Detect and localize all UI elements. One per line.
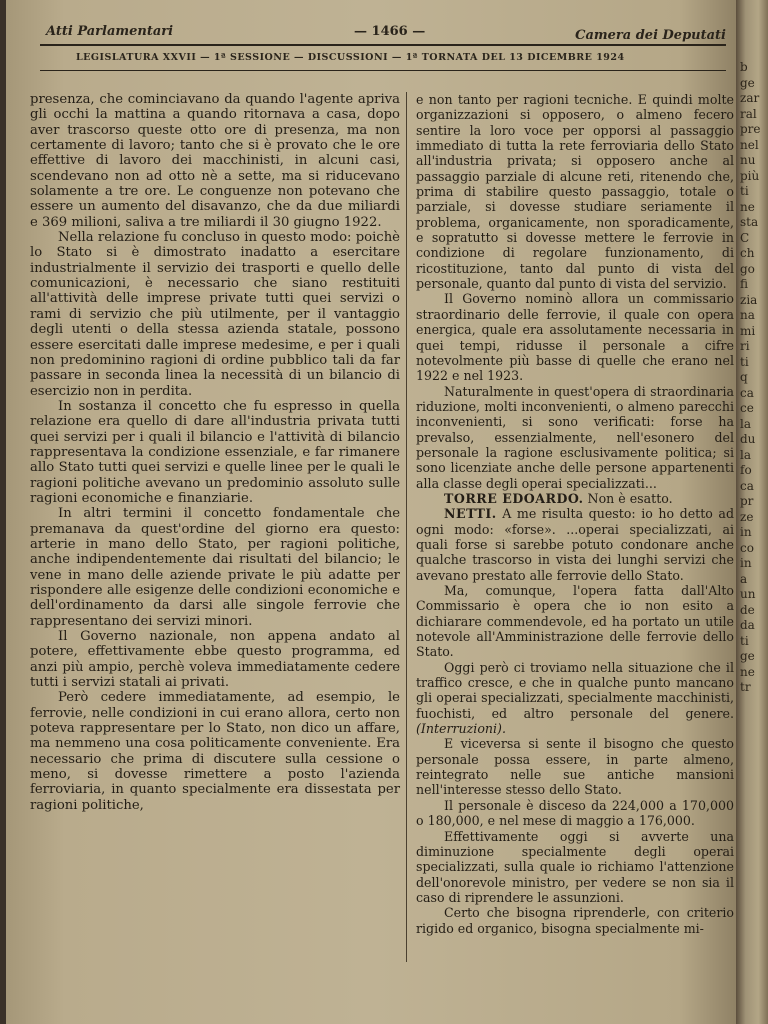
paragraph: In sostanza il concetto che fu espresso in quella relazione era quello di dare all'industria privata tutti quei servizi per i quali il bilancio e l'attività di bilancio rappresentava la condizione essenziale, e far rimanere allo Stato tutti quei servizi e quelle linee per le quali le ragioni politiche avevano un predominio assoluto sulle ragioni economiche e finanziarie. — [30, 398, 400, 506]
edge-fragment: ch — [740, 246, 755, 260]
edge-fragment: nu — [740, 153, 756, 167]
header-rule — [40, 44, 726, 46]
edge-fragment: ne — [740, 199, 755, 214]
edge-fragment: ne — [740, 664, 755, 679]
speech-text: Non è esatto. — [587, 490, 673, 506]
adjacent-page-text — [740, 60, 766, 696]
edge-fragment: de — [740, 602, 755, 617]
speaker-name: TORRE EDOARDO. — [444, 490, 584, 506]
adjacent-page-edge — [736, 0, 768, 1024]
edge-fragment: co — [740, 540, 754, 555]
paragraph: Il Governo nazionale, non appena andato al potere, effettivamente ebbe questo programma, ed anzi più ampio, perchè voleva immediatamente cedere tutti i servizi statali ai privati. — [30, 629, 400, 691]
edge-fragment: na — [740, 308, 755, 322]
speech-text: A me risulta questo: io ho detto ad ogni modo: «forse». ...operai specializzati, ai quali forse si sarebbe potuto condonare anche qualche trascorso in vista dei lunghi servizi che avevano prestato alle ferrovie dello Stato. — [416, 506, 734, 583]
edge-fragment: C — [740, 230, 750, 245]
edge-fragment: zia — [740, 292, 758, 307]
edge-fragment: ca — [740, 385, 754, 400]
edge-fragment: a — [740, 571, 748, 586]
edge-fragment: sta — [740, 215, 759, 229]
edge-fragment: pr — [740, 494, 754, 508]
edge-fragment: un — [740, 587, 756, 601]
header-left: Atti Parlamentari — [46, 24, 174, 39]
edge-fragment: in — [740, 525, 752, 539]
paragraph: Certo che bisogna riprenderle, con criterio rigido ed organico, bisogna specialmente mi- — [416, 905, 734, 936]
paragraph: Effettivamente oggi si avverte una diminuzione specialmente degli operai specializzati, sulla quale io richiamo l'attenzione dell'onorevole ministro, per vedere se non sia il caso di riprendere le assunzioni. — [416, 828, 734, 905]
paragraph: Però cedere immediatamente, ad esempio, le ferrovie, nelle condizioni in cui erano allora, certo non poteva rappresentare per lo Stato, non dico un affare, ma nemmeno una cosa politicamente conveniente. Era necessario che prima di discutere sulla cessione o meno, si dovesse rimettere a posto l'azienda ferroviaria, in quanto specialmente era dissestata per ragioni politiche, — [30, 690, 400, 813]
edge-fragment: nel — [740, 137, 759, 152]
edge-fragment: ti — [740, 184, 749, 198]
edge-fragment: in — [740, 556, 752, 570]
subheader-rule — [40, 70, 726, 71]
header-right: Camera dei Deputati — [575, 28, 726, 43]
speech — [416, 506, 734, 583]
paragraph: Nella relazione fu concluso in questo modo: poichè lo Stato si è dimostrato inadatto a esercitare industrialmente il servizio dei trasporti e quello delle comunicazioni, è necessario che siano restituiti all'attività delle imprese private tutti quei servizi o rami di servizio che più utilmente, per il vantaggio degli utenti o della stessa azienda statale, possono essere esercitati dalle imprese medesime, e per i quali non predominino ragioni di ordine pubblico tali da far passare in seconda linea la necessità di un bilancio di esercizio non in perdita. — [30, 230, 400, 399]
paragraph: Il personale è disceso da 224,000 a 170,000 o 180,000, e nel mese di maggio a 176,000. — [416, 797, 734, 829]
edge-fragment: q — [740, 370, 748, 384]
edge-fragment: ri — [740, 339, 750, 353]
edge-fragment: du — [740, 432, 756, 446]
edge-fragment: mi — [740, 323, 756, 338]
edge-fragment: ze — [740, 509, 754, 524]
running-header — [36, 22, 726, 42]
paragraph: Il Governo nominò allora un commissario straordinario delle ferrovie, il quale con opera energica, quale era assolutamente necessaria in quei tempi, ridusse il personale a cifre notevolmente più basse di quelle che erano nel 1922 e nel 1923. — [416, 291, 734, 384]
paragraph: presenza, che cominciavano da quando l'agente apriva gli occhi la mattina a quando ritornava a casa, dopo aver trascorso queste otto ore di presenza, ma non certamente di lavoro; tanto che si è provato che le ore effettive di lavoro dei macchinisti, in alcuni casi, scendevano non ad otto nè a sette, ma si riducevano solamente a tre ore. Le conguenze non potevano che essere un aumento del disavanzo, che da due miliardi e 369 milioni, saliva a tre miliardi il 30 giugno 1922. — [30, 92, 400, 230]
paragraph: Ma, comunque, l'opera fatta dall'Alto Commissario è opera che io non esito a dichiarare commendevole, ed ha portato un utile notevole all'Amministrazione delle ferrovie dello Stato. — [416, 583, 734, 660]
paragraph: e non tanto per ragioni tecniche. E quindi molte organizzazioni si opposero, o almeno fecero sentire la loro voce per opporsi al passaggio immediato di tutta la rete ferroviaria dello Stato all'industria privata; si opposero anche al passaggio parziale di alcune reti, ritenendo che, prima di stabilire questo passaggio, totale o parziale, si dovesse studiare seriamente il problema, organicamente, non sporadicamente, e sopratutto si dovesse mettere le ferrovie in condizione di regolare funzionamento, di ricostituzione, tanto dal punto di vista del personale, quanto dal punto di vista del servizio. — [416, 92, 734, 292]
edge-fragment: la — [740, 447, 751, 462]
edge-fragment: zar — [740, 91, 760, 105]
paragraph — [416, 660, 734, 737]
edge-fragment: go — [740, 261, 755, 276]
speech — [416, 491, 734, 506]
edge-fragment: tr — [740, 680, 751, 694]
edge-fragment: ti — [740, 354, 749, 369]
edge-fragment: più — [740, 168, 760, 183]
paragraph: In altri termini il concetto fondamentale che premanava da quest'ordine del giorno era questo: arterie in mano dello Stato, per ragioni politiche, anche indipendentemente dai risultati del bilancio; le vene in mano delle aziende private le più adatte per rispondere alle esigenze delle condizioni economiche e dell'ordinamento da darsi alle singole ferrovie che rappresentano dei servizi minori. — [30, 506, 400, 629]
edge-fragment: ge — [740, 75, 755, 90]
right-column — [416, 92, 734, 936]
edge-fragment: fi — [740, 277, 749, 291]
edge-fragment: fo — [740, 463, 752, 477]
edge-fragment: pre — [740, 122, 761, 136]
left-column — [30, 92, 400, 813]
edge-fragment: ge — [740, 649, 755, 663]
speaker-name: NETTI. — [444, 506, 497, 522]
session-subheader: LEGISLATURA XXVII — 1ª SESSIONE — DISCUSSIONI — 1ª TORNATA DEL 13 DICEMBRE 1924 — [76, 52, 625, 63]
edge-fragment: ral — [740, 106, 757, 121]
edge-fragment: b — [740, 60, 748, 74]
paragraph: E viceversa si sente il bisogno che questo personale possa essere, in parte almeno, reintegrato nelle sue antiche mansioni nell'interesse stesso dello Stato. — [416, 736, 734, 798]
edge-fragment: ce — [740, 401, 754, 415]
paragraph-text: Oggi però ci troviamo nella situazione che il traffico cresce, e che in qualche punto mancano gli operai specializzati, specialmente macchinisti, fuochisti, ed altro personale del genere. — [416, 659, 734, 721]
paragraph: Naturalmente in quest'opera di straordinaria riduzione, molti inconvenienti, o almeno parecchi inconvenienti, si sono verificati: forse ha prevalso, essenzialmente, nell'esonero del personale la ragione esclusivamente politica; si sono licenziate anche delle persone appartenenti alla classe degli operai specializzati... — [416, 383, 734, 491]
page-number: — 1466 — — [354, 24, 426, 39]
document-page — [6, 0, 738, 1024]
edge-fragment: ti — [740, 633, 749, 648]
edge-fragment: la — [740, 416, 751, 431]
column-divider — [406, 92, 407, 962]
interruption-note: (Interruzioni). — [416, 721, 506, 737]
edge-fragment: da — [740, 618, 755, 632]
edge-fragment: ca — [740, 478, 754, 493]
